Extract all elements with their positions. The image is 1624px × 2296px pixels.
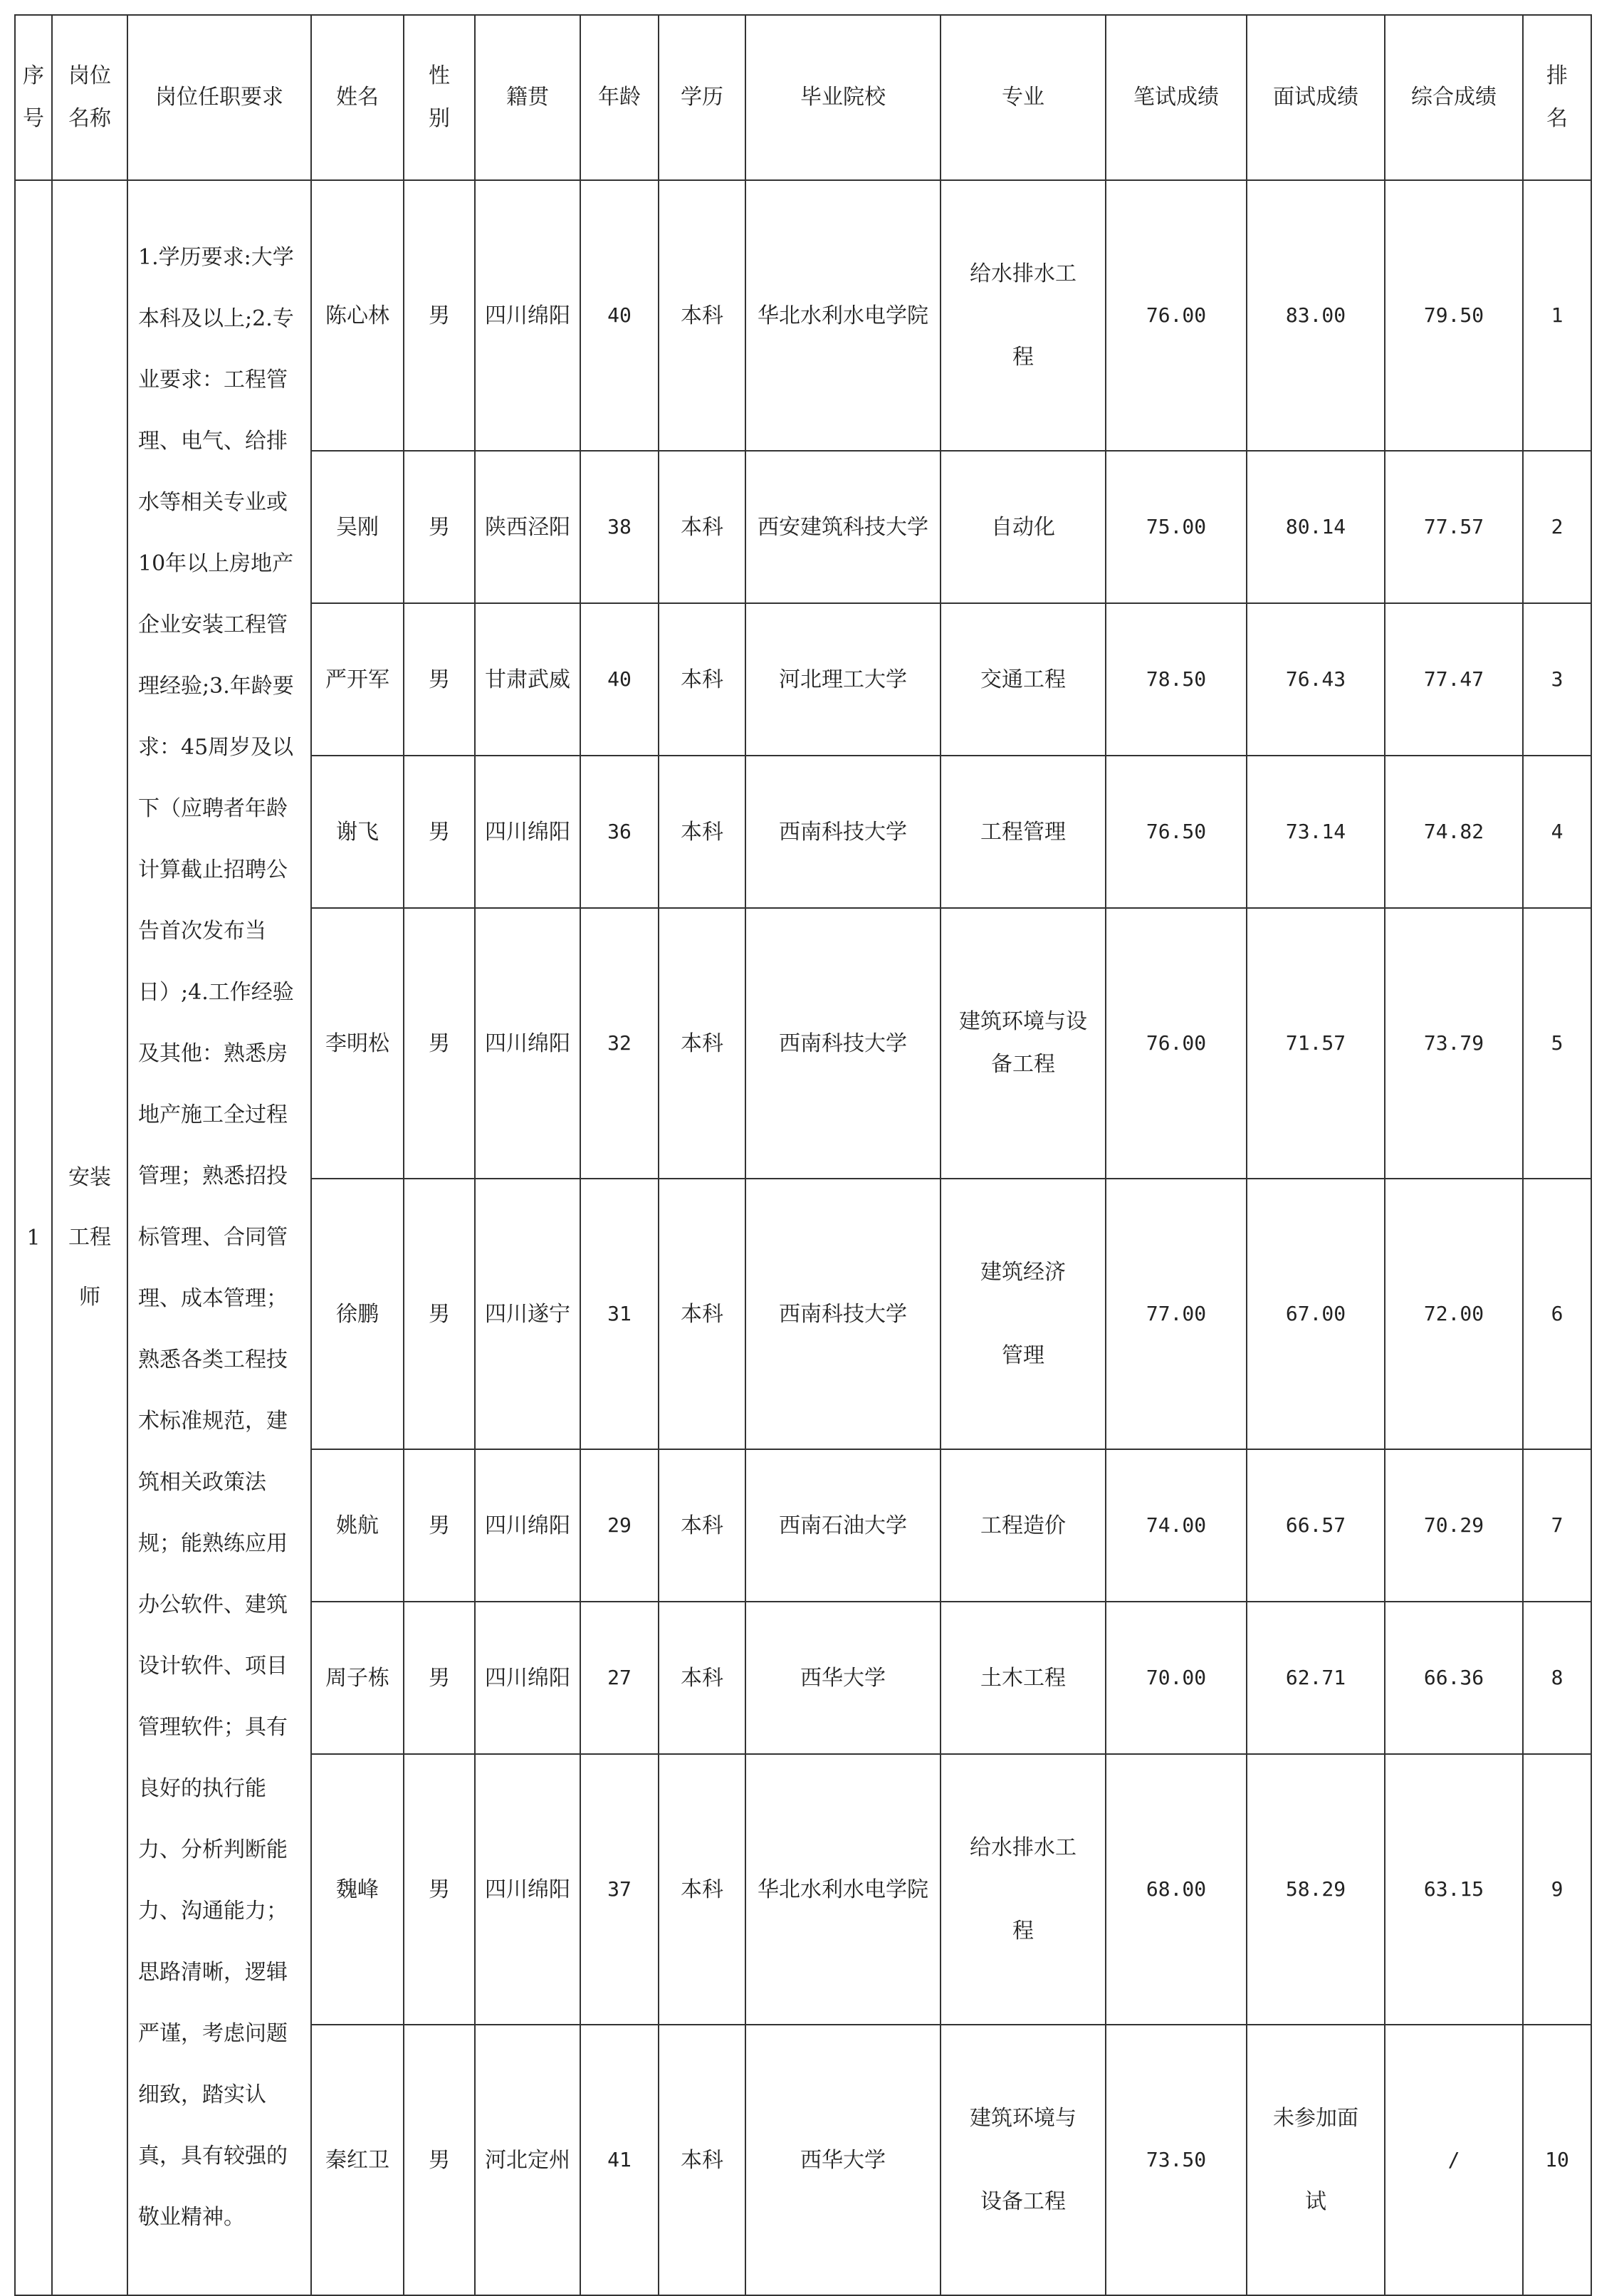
cell-name: 魏峰 [311,1754,404,2025]
cell-rank: 10 [1523,2025,1591,2295]
cell-total: 74.82 [1385,756,1523,908]
cell-hometown: 四川绵阳 [475,1602,580,1754]
header-row [15,15,1591,180]
cell-school: 西南科技大学 [745,756,941,908]
cell-major: 工程造价 [941,1449,1106,1602]
cell-written: 68.00 [1106,1754,1247,2025]
cell-written: 78.50 [1106,603,1247,756]
cell-hometown: 四川绵阳 [475,1754,580,2025]
cell-rank: 7 [1523,1449,1591,1602]
cell-hometown: 四川绵阳 [475,1449,580,1602]
cell-written: 75.00 [1106,451,1247,603]
cell-total: 77.57 [1385,451,1523,603]
cell-hometown: 四川绵阳 [475,908,580,1179]
cell-written: 74.00 [1106,1449,1247,1602]
cell-age: 31 [580,1179,659,1449]
cell-written: 70.00 [1106,1602,1247,1754]
cell-school: 华北水利水电学院 [745,1754,941,2025]
cell-gender: 男 [404,451,475,603]
cell-school: 西南科技大学 [745,1179,941,1449]
cell-education: 本科 [659,1179,745,1449]
cell-school: 华北水利水电学院 [745,180,941,451]
cell-total: 63.15 [1385,1754,1523,2025]
cell-gender: 男 [404,1449,475,1602]
cell-gender: 男 [404,1602,475,1754]
cell-rank: 2 [1523,451,1591,603]
cell-major: 给水排水工程 [941,1754,1106,2025]
cell-name: 姚航 [311,1449,404,1602]
cell-hometown: 河北定州 [475,2025,580,2295]
cell-gender: 男 [404,1179,475,1449]
cell-major: 建筑环境与设备工程 [941,908,1106,1179]
group-seq: 1 [15,180,52,2295]
cell-gender: 男 [404,180,475,451]
cell-rank: 3 [1523,603,1591,756]
cell-education: 本科 [659,451,745,603]
cell-total: / [1385,2025,1523,2295]
cell-education: 本科 [659,1602,745,1754]
header-rank: 排名 [1523,15,1591,180]
cell-rank: 4 [1523,756,1591,908]
cell-major: 建筑环境与设备工程 [941,2025,1106,2295]
cell-written: 77.00 [1106,1179,1247,1449]
cell-hometown: 四川绵阳 [475,756,580,908]
cell-name: 秦红卫 [311,2025,404,2295]
cell-interview: 62.71 [1247,1602,1385,1754]
cell-age: 36 [580,756,659,908]
cell-education: 本科 [659,908,745,1179]
cell-interview: 未参加面试 [1247,2025,1385,2295]
cell-age: 40 [580,180,659,451]
cell-total: 66.36 [1385,1602,1523,1754]
header-gender: 性别 [404,15,475,180]
cell-interview: 80.14 [1247,451,1385,603]
cell-gender: 男 [404,756,475,908]
cell-written: 73.50 [1106,2025,1247,2295]
header-age: 年龄 [580,15,659,180]
cell-name: 徐鹏 [311,1179,404,1449]
cell-education: 本科 [659,756,745,908]
cell-interview: 66.57 [1247,1449,1385,1602]
cell-name: 严开军 [311,603,404,756]
cell-hometown: 陕西泾阳 [475,451,580,603]
group-post-name: 安装工程师 [52,180,127,2295]
cell-interview: 71.57 [1247,908,1385,1179]
cell-total: 77.47 [1385,603,1523,756]
results-table [14,14,1592,2296]
cell-rank: 9 [1523,1754,1591,2025]
cell-education: 本科 [659,180,745,451]
cell-education: 本科 [659,1449,745,1602]
cell-age: 41 [580,2025,659,2295]
cell-gender: 男 [404,603,475,756]
cell-rank: 5 [1523,908,1591,1179]
cell-name: 陈心林 [311,180,404,451]
cell-written: 76.00 [1106,180,1247,451]
cell-written: 76.50 [1106,756,1247,908]
cell-total: 79.50 [1385,180,1523,451]
cell-written: 76.00 [1106,908,1247,1179]
cell-school: 西南石油大学 [745,1449,941,1602]
cell-name: 谢飞 [311,756,404,908]
cell-school: 西华大学 [745,2025,941,2295]
cell-age: 40 [580,603,659,756]
cell-major: 交通工程 [941,603,1106,756]
cell-major: 工程管理 [941,756,1106,908]
cell-name: 吴刚 [311,451,404,603]
cell-interview: 67.00 [1247,1179,1385,1449]
cell-age: 29 [580,1449,659,1602]
cell-school: 西华大学 [745,1602,941,1754]
cell-age: 37 [580,1754,659,2025]
cell-major: 自动化 [941,451,1106,603]
cell-rank: 6 [1523,1179,1591,1449]
cell-total: 70.29 [1385,1449,1523,1602]
cell-hometown: 四川遂宁 [475,1179,580,1449]
cell-gender: 男 [404,908,475,1179]
cell-name: 李明松 [311,908,404,1179]
cell-gender: 男 [404,2025,475,2295]
cell-school: 西南科技大学 [745,908,941,1179]
cell-education: 本科 [659,2025,745,2295]
cell-education: 本科 [659,603,745,756]
cell-interview: 58.29 [1247,1754,1385,2025]
group-requirements: 1.学历要求:大学本科及以上;2.专业要求：工程管理、电气、给排水等相关专业或10年以上房地产企业安装工程管理经验;3.年龄要求：45周岁及以下（应聘者年龄计算截止招聘公告首次发布当日）;4.工作经验及其他：熟悉房地产施工全过程管理；熟悉招投标管理、合同管理、成本管理；熟悉各类工程技术标准规范，建筑相关政策法规；能熟练应用办公软件、建筑设计软件、项目管理软件；具有良好的执行能力、分析判断能力、沟通能力；思路清晰，逻辑严谨，考虑问题细致，踏实认真，具有较强的敬业精神。 [127,180,311,2295]
header-education: 学历 [659,15,745,180]
cell-total: 72.00 [1385,1179,1523,1449]
header-school: 毕业院校 [745,15,941,180]
cell-interview: 76.43 [1247,603,1385,756]
header-name: 姓名 [311,15,404,180]
cell-major: 土木工程 [941,1602,1106,1754]
header-hometown: 籍贯 [475,15,580,180]
cell-rank: 8 [1523,1602,1591,1754]
cell-rank: 1 [1523,180,1591,451]
cell-major: 给水排水工程 [941,180,1106,451]
cell-school: 河北理工大学 [745,603,941,756]
cell-school: 西安建筑科技大学 [745,451,941,603]
header-post-name: 岗位名称 [52,15,127,180]
cell-name: 周子栋 [311,1602,404,1754]
cell-gender: 男 [404,1754,475,2025]
cell-interview: 73.14 [1247,756,1385,908]
header-seq: 序号 [15,15,52,180]
cell-age: 32 [580,908,659,1179]
cell-major: 建筑经济管理 [941,1179,1106,1449]
cell-interview: 83.00 [1247,180,1385,451]
header-written: 笔试成绩 [1106,15,1247,180]
header-major: 专业 [941,15,1106,180]
table-row [15,180,1591,451]
cell-age: 27 [580,1602,659,1754]
header-requirements: 岗位任职要求 [127,15,311,180]
cell-hometown: 四川绵阳 [475,180,580,451]
header-interview: 面试成绩 [1247,15,1385,180]
header-total: 综合成绩 [1385,15,1523,180]
cell-age: 38 [580,451,659,603]
cell-total: 73.79 [1385,908,1523,1179]
cell-hometown: 甘肃武威 [475,603,580,756]
cell-education: 本科 [659,1754,745,2025]
